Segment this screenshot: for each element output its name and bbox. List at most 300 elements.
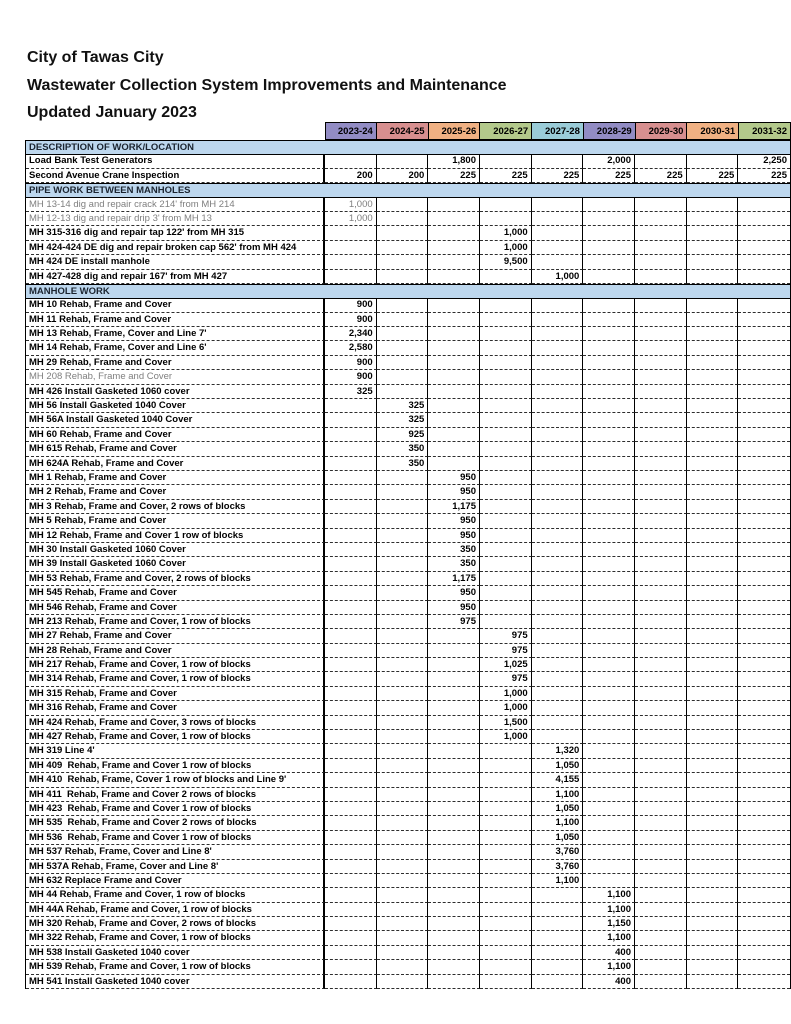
value-cell-2026-27: 1,000 <box>480 730 532 744</box>
value-cell-2028-29: 225 <box>583 169 635 183</box>
row-label: MH 536 Rehab, Frame and Cover 1 row of blocks <box>26 831 325 845</box>
value-cell-2025-26: 1,175 <box>428 500 480 514</box>
value-cell-2025-26 <box>428 399 480 413</box>
table-row <box>26 831 790 845</box>
value-cell-2028-29 <box>583 385 635 399</box>
document-titles <box>27 44 507 127</box>
value-cell-2029-30 <box>635 687 687 701</box>
value-cell-2030-31 <box>687 744 739 758</box>
value-cell-2025-26 <box>428 860 480 874</box>
value-cell-2030-31 <box>687 399 739 413</box>
value-cell-2029-30 <box>635 557 687 571</box>
value-cell-2028-29 <box>583 313 635 327</box>
row-label: MH 39 Install Gasketed 1060 Cover <box>26 557 325 571</box>
row-label: MH 44 Rehab, Frame and Cover, 1 row of blocks <box>26 888 325 902</box>
value-cell-2030-31 <box>687 917 739 931</box>
value-cell-2023-24 <box>325 701 377 715</box>
value-cell-2029-30 <box>635 672 687 686</box>
value-cell-2026-27 <box>480 514 532 528</box>
value-cell-2027-28 <box>532 572 584 586</box>
value-cell-2027-28 <box>532 529 584 543</box>
value-cell-2030-31 <box>687 788 739 802</box>
value-cell-2029-30 <box>635 270 687 284</box>
row-label: MH 410 Rehab, Frame, Cover 1 row of blocks and Line 9' <box>26 773 325 787</box>
value-cell-2024-25 <box>377 370 429 384</box>
value-cell-2026-27 <box>480 759 532 773</box>
value-cell-2024-25 <box>377 543 429 557</box>
value-cell-2027-28: 1,320 <box>532 744 584 758</box>
value-cell-2025-26: 975 <box>428 615 480 629</box>
value-cell-2029-30: 225 <box>635 169 687 183</box>
value-cell-2028-29 <box>583 845 635 859</box>
value-cell-2027-28: 4,155 <box>532 773 584 787</box>
value-cell-2027-28 <box>532 716 584 730</box>
row-label: MH 217 Rehab, Frame and Cover, 1 row of blocks <box>26 658 325 672</box>
value-cell-2029-30 <box>635 845 687 859</box>
value-cell-2026-27: 1,025 <box>480 658 532 672</box>
value-cell-2030-31 <box>687 586 739 600</box>
value-cell-2029-30 <box>635 529 687 543</box>
row-label: MH 315 Rehab, Frame and Cover <box>26 687 325 701</box>
value-cell-2029-30 <box>635 356 687 370</box>
value-cell-2024-25 <box>377 586 429 600</box>
value-cell-2024-25 <box>377 601 429 615</box>
value-cell-2029-30 <box>635 759 687 773</box>
value-cell-2029-30 <box>635 341 687 355</box>
value-cell-2026-27 <box>480 946 532 960</box>
value-cell-2025-26 <box>428 816 480 830</box>
row-label: MH 208 Rehab, Frame and Cover <box>26 370 325 384</box>
table-row <box>26 413 790 427</box>
value-cell-2028-29 <box>583 615 635 629</box>
value-cell-2027-28 <box>532 471 584 485</box>
value-cell-2025-26 <box>428 730 480 744</box>
table-row <box>26 212 790 226</box>
value-cell-2024-25 <box>377 687 429 701</box>
value-cell-2030-31 <box>687 442 739 456</box>
value-cell-2023-24: 900 <box>325 298 377 312</box>
value-cell-2023-24 <box>325 241 377 255</box>
value-cell-2024-25 <box>377 860 429 874</box>
value-cell-2027-28 <box>532 514 584 528</box>
value-cell-2031-32 <box>738 802 790 816</box>
value-cell-2024-25 <box>377 744 429 758</box>
value-cell-2028-29 <box>583 327 635 341</box>
value-cell-2031-32 <box>738 903 790 917</box>
value-cell-2029-30 <box>635 716 687 730</box>
value-cell-2028-29 <box>583 341 635 355</box>
value-cell-2027-28 <box>532 255 584 269</box>
table-row <box>26 975 790 989</box>
table-row <box>26 154 790 168</box>
value-cell-2028-29 <box>583 370 635 384</box>
value-cell-2031-32 <box>738 226 790 240</box>
row-label: MH 3 Rehab, Frame and Cover, 2 rows of blocks <box>26 500 325 514</box>
value-cell-2028-29 <box>583 457 635 471</box>
table-row <box>26 485 790 499</box>
table-row <box>26 543 790 557</box>
table-row <box>26 198 790 212</box>
table-row <box>26 298 790 312</box>
row-label: MH 56 Install Gasketed 1040 Cover <box>26 399 325 413</box>
value-cell-2031-32 <box>738 557 790 571</box>
value-cell-2024-25 <box>377 298 429 312</box>
table-row <box>26 773 790 787</box>
value-cell-2026-27 <box>480 313 532 327</box>
value-cell-2024-25 <box>377 485 429 499</box>
value-cell-2026-27 <box>480 975 532 989</box>
value-cell-2027-28 <box>532 557 584 571</box>
value-cell-2027-28 <box>532 658 584 672</box>
value-cell-2025-26 <box>428 385 480 399</box>
value-cell-2031-32 <box>738 687 790 701</box>
value-cell-2023-24 <box>325 615 377 629</box>
value-cell-2030-31 <box>687 860 739 874</box>
row-label: MH 424-424 DE dig and repair broken cap 562' from MH 424 <box>26 241 325 255</box>
value-cell-2027-28 <box>532 154 584 168</box>
title-line-1: City of Tawas City <box>27 49 164 66</box>
year-header-2023-24: 2023-24 <box>325 122 377 140</box>
row-label: MH 539 Rehab, Frame and Cover, 1 row of blocks <box>26 960 325 974</box>
value-cell-2024-25 <box>377 730 429 744</box>
value-cell-2027-28: 3,760 <box>532 860 584 874</box>
value-cell-2023-24 <box>325 975 377 989</box>
value-cell-2029-30 <box>635 399 687 413</box>
value-cell-2029-30 <box>635 644 687 658</box>
value-cell-2024-25 <box>377 356 429 370</box>
value-cell-2028-29 <box>583 860 635 874</box>
value-cell-2029-30 <box>635 313 687 327</box>
value-cell-2029-30 <box>635 730 687 744</box>
value-cell-2028-29 <box>583 428 635 442</box>
value-cell-2026-27 <box>480 413 532 427</box>
value-cell-2025-26: 950 <box>428 529 480 543</box>
value-cell-2025-26: 950 <box>428 514 480 528</box>
value-cell-2027-28 <box>532 500 584 514</box>
value-cell-2024-25: 325 <box>377 413 429 427</box>
value-cell-2031-32 <box>738 931 790 945</box>
value-cell-2030-31 <box>687 773 739 787</box>
value-cell-2025-26 <box>428 270 480 284</box>
row-label: MH 541 Install Gasketed 1040 cover <box>26 975 325 989</box>
value-cell-2030-31 <box>687 672 739 686</box>
value-cell-2026-27 <box>480 457 532 471</box>
value-cell-2030-31 <box>687 270 739 284</box>
value-cell-2030-31 <box>687 831 739 845</box>
value-cell-2029-30 <box>635 543 687 557</box>
value-cell-2026-27 <box>480 198 532 212</box>
value-cell-2030-31 <box>687 327 739 341</box>
value-cell-2026-27 <box>480 356 532 370</box>
value-cell-2030-31 <box>687 385 739 399</box>
row-label: MH 30 Install Gasketed 1060 Cover <box>26 543 325 557</box>
value-cell-2026-27 <box>480 874 532 888</box>
value-cell-2031-32 <box>738 845 790 859</box>
section-row <box>26 140 790 154</box>
value-cell-2027-28 <box>532 687 584 701</box>
row-label: MH 319 Line 4' <box>26 744 325 758</box>
value-cell-2026-27 <box>480 773 532 787</box>
value-cell-2027-28 <box>532 960 584 974</box>
value-cell-2023-24 <box>325 960 377 974</box>
value-cell-2023-24 <box>325 874 377 888</box>
row-label: MH 316 Rehab, Frame and Cover <box>26 701 325 715</box>
table-row <box>26 629 790 643</box>
value-cell-2027-28 <box>532 629 584 643</box>
value-cell-2031-32 <box>738 442 790 456</box>
value-cell-2028-29 <box>583 442 635 456</box>
value-cell-2029-30 <box>635 428 687 442</box>
value-cell-2029-30 <box>635 888 687 902</box>
value-cell-2031-32 <box>738 888 790 902</box>
value-cell-2024-25 <box>377 946 429 960</box>
value-cell-2026-27: 975 <box>480 644 532 658</box>
value-cell-2031-32 <box>738 241 790 255</box>
value-cell-2026-27 <box>480 744 532 758</box>
value-cell-2023-24 <box>325 730 377 744</box>
row-label: MH 545 Rehab, Frame and Cover <box>26 586 325 600</box>
value-cell-2026-27 <box>480 888 532 902</box>
value-cell-2023-24 <box>325 457 377 471</box>
value-cell-2026-27 <box>480 860 532 874</box>
value-cell-2023-24: 900 <box>325 313 377 327</box>
table-row <box>26 226 790 240</box>
value-cell-2028-29 <box>583 802 635 816</box>
value-cell-2031-32 <box>738 356 790 370</box>
value-cell-2025-26 <box>428 931 480 945</box>
value-cell-2026-27 <box>480 442 532 456</box>
value-cell-2026-27 <box>480 270 532 284</box>
value-cell-2028-29 <box>583 572 635 586</box>
row-label: MH 28 Rehab, Frame and Cover <box>26 644 325 658</box>
value-cell-2030-31 <box>687 615 739 629</box>
value-cell-2027-28 <box>532 298 584 312</box>
value-cell-2027-28: 1,100 <box>532 874 584 888</box>
value-cell-2025-26 <box>428 370 480 384</box>
value-cell-2031-32 <box>738 313 790 327</box>
row-label: MH 13 Rehab, Frame, Cover and Line 7' <box>26 327 325 341</box>
value-cell-2024-25 <box>377 557 429 571</box>
value-cell-2027-28: 1,000 <box>532 270 584 284</box>
value-cell-2024-25 <box>377 975 429 989</box>
value-cell-2025-26 <box>428 802 480 816</box>
value-cell-2023-24 <box>325 716 377 730</box>
value-cell-2031-32 <box>738 572 790 586</box>
table-row <box>26 255 790 269</box>
value-cell-2026-27 <box>480 960 532 974</box>
table-row <box>26 169 790 183</box>
value-cell-2025-26 <box>428 442 480 456</box>
value-cell-2026-27: 1,000 <box>480 701 532 715</box>
value-cell-2027-28 <box>532 399 584 413</box>
value-cell-2027-28 <box>532 730 584 744</box>
value-cell-2028-29 <box>583 759 635 773</box>
table-row <box>26 917 790 931</box>
value-cell-2023-24 <box>325 270 377 284</box>
table-row <box>26 370 790 384</box>
value-cell-2027-28 <box>532 888 584 902</box>
value-cell-2030-31 <box>687 428 739 442</box>
value-cell-2029-30 <box>635 744 687 758</box>
table-row <box>26 442 790 456</box>
value-cell-2028-29 <box>583 744 635 758</box>
value-cell-2027-28 <box>532 370 584 384</box>
value-cell-2025-26 <box>428 701 480 715</box>
value-cell-2023-24 <box>325 226 377 240</box>
value-cell-2023-24 <box>325 529 377 543</box>
value-cell-2028-29 <box>583 529 635 543</box>
value-cell-2028-29: 1,100 <box>583 931 635 945</box>
value-cell-2025-26: 350 <box>428 543 480 557</box>
value-cell-2027-28: 1,050 <box>532 759 584 773</box>
table-row <box>26 471 790 485</box>
value-cell-2023-24 <box>325 816 377 830</box>
value-cell-2026-27 <box>480 572 532 586</box>
value-cell-2028-29: 400 <box>583 946 635 960</box>
table-row <box>26 903 790 917</box>
value-cell-2028-29 <box>583 212 635 226</box>
value-cell-2023-24 <box>325 931 377 945</box>
value-cell-2031-32 <box>738 529 790 543</box>
value-cell-2027-28 <box>532 672 584 686</box>
table-row <box>26 557 790 571</box>
value-cell-2031-32 <box>738 471 790 485</box>
value-cell-2030-31 <box>687 370 739 384</box>
value-cell-2030-31 <box>687 629 739 643</box>
value-cell-2028-29 <box>583 629 635 643</box>
value-cell-2030-31 <box>687 816 739 830</box>
row-label: MH 537 Rehab, Frame, Cover and Line 8' <box>26 845 325 859</box>
row-label: MH 44A Rehab, Frame and Cover, 1 row of blocks <box>26 903 325 917</box>
value-cell-2029-30 <box>635 385 687 399</box>
value-cell-2028-29 <box>583 816 635 830</box>
value-cell-2025-26: 1,800 <box>428 154 480 168</box>
row-label: MH 322 Rehab, Frame and Cover, 1 row of blocks <box>26 931 325 945</box>
row-label: MH 56A Install Gasketed 1040 Cover <box>26 413 325 427</box>
value-cell-2031-32 <box>738 672 790 686</box>
value-cell-2027-28 <box>532 327 584 341</box>
value-cell-2027-28: 1,050 <box>532 802 584 816</box>
value-cell-2028-29 <box>583 485 635 499</box>
value-cell-2030-31 <box>687 802 739 816</box>
value-cell-2030-31 <box>687 601 739 615</box>
value-cell-2029-30 <box>635 701 687 715</box>
value-cell-2023-24 <box>325 586 377 600</box>
value-cell-2025-26 <box>428 759 480 773</box>
value-cell-2025-26 <box>428 298 480 312</box>
table-row <box>26 888 790 902</box>
value-cell-2023-24 <box>325 629 377 643</box>
value-cell-2027-28 <box>532 226 584 240</box>
row-label: Load Bank Test Generators <box>26 154 325 168</box>
section-row <box>26 284 790 298</box>
value-cell-2026-27 <box>480 586 532 600</box>
row-label: MH 624A Rehab, Frame and Cover <box>26 457 325 471</box>
value-cell-2025-26 <box>428 903 480 917</box>
value-cell-2023-24 <box>325 543 377 557</box>
value-cell-2028-29 <box>583 514 635 528</box>
value-cell-2028-29: 2,000 <box>583 154 635 168</box>
table-row <box>26 701 790 715</box>
value-cell-2029-30 <box>635 442 687 456</box>
table-row <box>26 931 790 945</box>
value-cell-2029-30 <box>635 658 687 672</box>
table-row <box>26 716 790 730</box>
value-cell-2028-29: 1,100 <box>583 888 635 902</box>
row-label: MH 409 Rehab, Frame and Cover 1 row of blocks <box>26 759 325 773</box>
value-cell-2028-29: 1,150 <box>583 917 635 931</box>
row-label: MH 538 Install Gasketed 1040 cover <box>26 946 325 960</box>
value-cell-2028-29 <box>583 399 635 413</box>
value-cell-2027-28 <box>532 586 584 600</box>
value-cell-2031-32 <box>738 413 790 427</box>
table-row <box>26 586 790 600</box>
value-cell-2028-29 <box>583 644 635 658</box>
value-cell-2026-27: 975 <box>480 672 532 686</box>
value-cell-2023-24 <box>325 860 377 874</box>
row-label: MH 615 Rehab, Frame and Cover <box>26 442 325 456</box>
value-cell-2030-31 <box>687 298 739 312</box>
value-cell-2028-29 <box>583 543 635 557</box>
table-row <box>26 672 790 686</box>
value-cell-2024-25 <box>377 500 429 514</box>
year-header-2026-27: 2026-27 <box>480 122 532 140</box>
year-header-row <box>25 122 791 140</box>
value-cell-2023-24: 1,000 <box>325 198 377 212</box>
value-cell-2030-31 <box>687 644 739 658</box>
table-row <box>26 874 790 888</box>
section-label: DESCRIPTION OF WORK/LOCATION <box>26 140 790 155</box>
value-cell-2023-24: 325 <box>325 385 377 399</box>
value-cell-2029-30 <box>635 370 687 384</box>
value-cell-2031-32 <box>738 831 790 845</box>
value-cell-2024-25 <box>377 874 429 888</box>
row-label: MH 11 Rehab, Frame and Cover <box>26 313 325 327</box>
value-cell-2023-24 <box>325 471 377 485</box>
value-cell-2025-26: 1,175 <box>428 572 480 586</box>
value-cell-2025-26 <box>428 946 480 960</box>
value-cell-2025-26: 950 <box>428 485 480 499</box>
value-cell-2029-30 <box>635 903 687 917</box>
table-row <box>26 270 790 284</box>
value-cell-2026-27 <box>480 471 532 485</box>
value-cell-2030-31 <box>687 356 739 370</box>
value-cell-2029-30 <box>635 874 687 888</box>
row-label: MH 2 Rehab, Frame and Cover <box>26 485 325 499</box>
row-label: MH 632 Replace Frame and Cover <box>26 874 325 888</box>
row-label: MH 411 Rehab, Frame and Cover 2 rows of blocks <box>26 788 325 802</box>
value-cell-2024-25 <box>377 270 429 284</box>
value-cell-2025-26: 225 <box>428 169 480 183</box>
value-cell-2030-31 <box>687 975 739 989</box>
value-cell-2030-31 <box>687 543 739 557</box>
value-cell-2025-26 <box>428 428 480 442</box>
value-cell-2030-31 <box>687 212 739 226</box>
value-cell-2031-32 <box>738 759 790 773</box>
value-cell-2024-25 <box>377 773 429 787</box>
year-header-2024-25: 2024-25 <box>377 122 429 140</box>
value-cell-2023-24: 1,000 <box>325 212 377 226</box>
value-cell-2028-29: 1,100 <box>583 960 635 974</box>
value-cell-2029-30 <box>635 860 687 874</box>
value-cell-2030-31 <box>687 759 739 773</box>
value-cell-2027-28 <box>532 701 584 715</box>
value-cell-2025-26 <box>428 629 480 643</box>
row-label: Second Avenue Crane Inspection <box>26 169 325 183</box>
value-cell-2028-29 <box>583 874 635 888</box>
value-cell-2030-31 <box>687 198 739 212</box>
value-cell-2026-27 <box>480 557 532 571</box>
